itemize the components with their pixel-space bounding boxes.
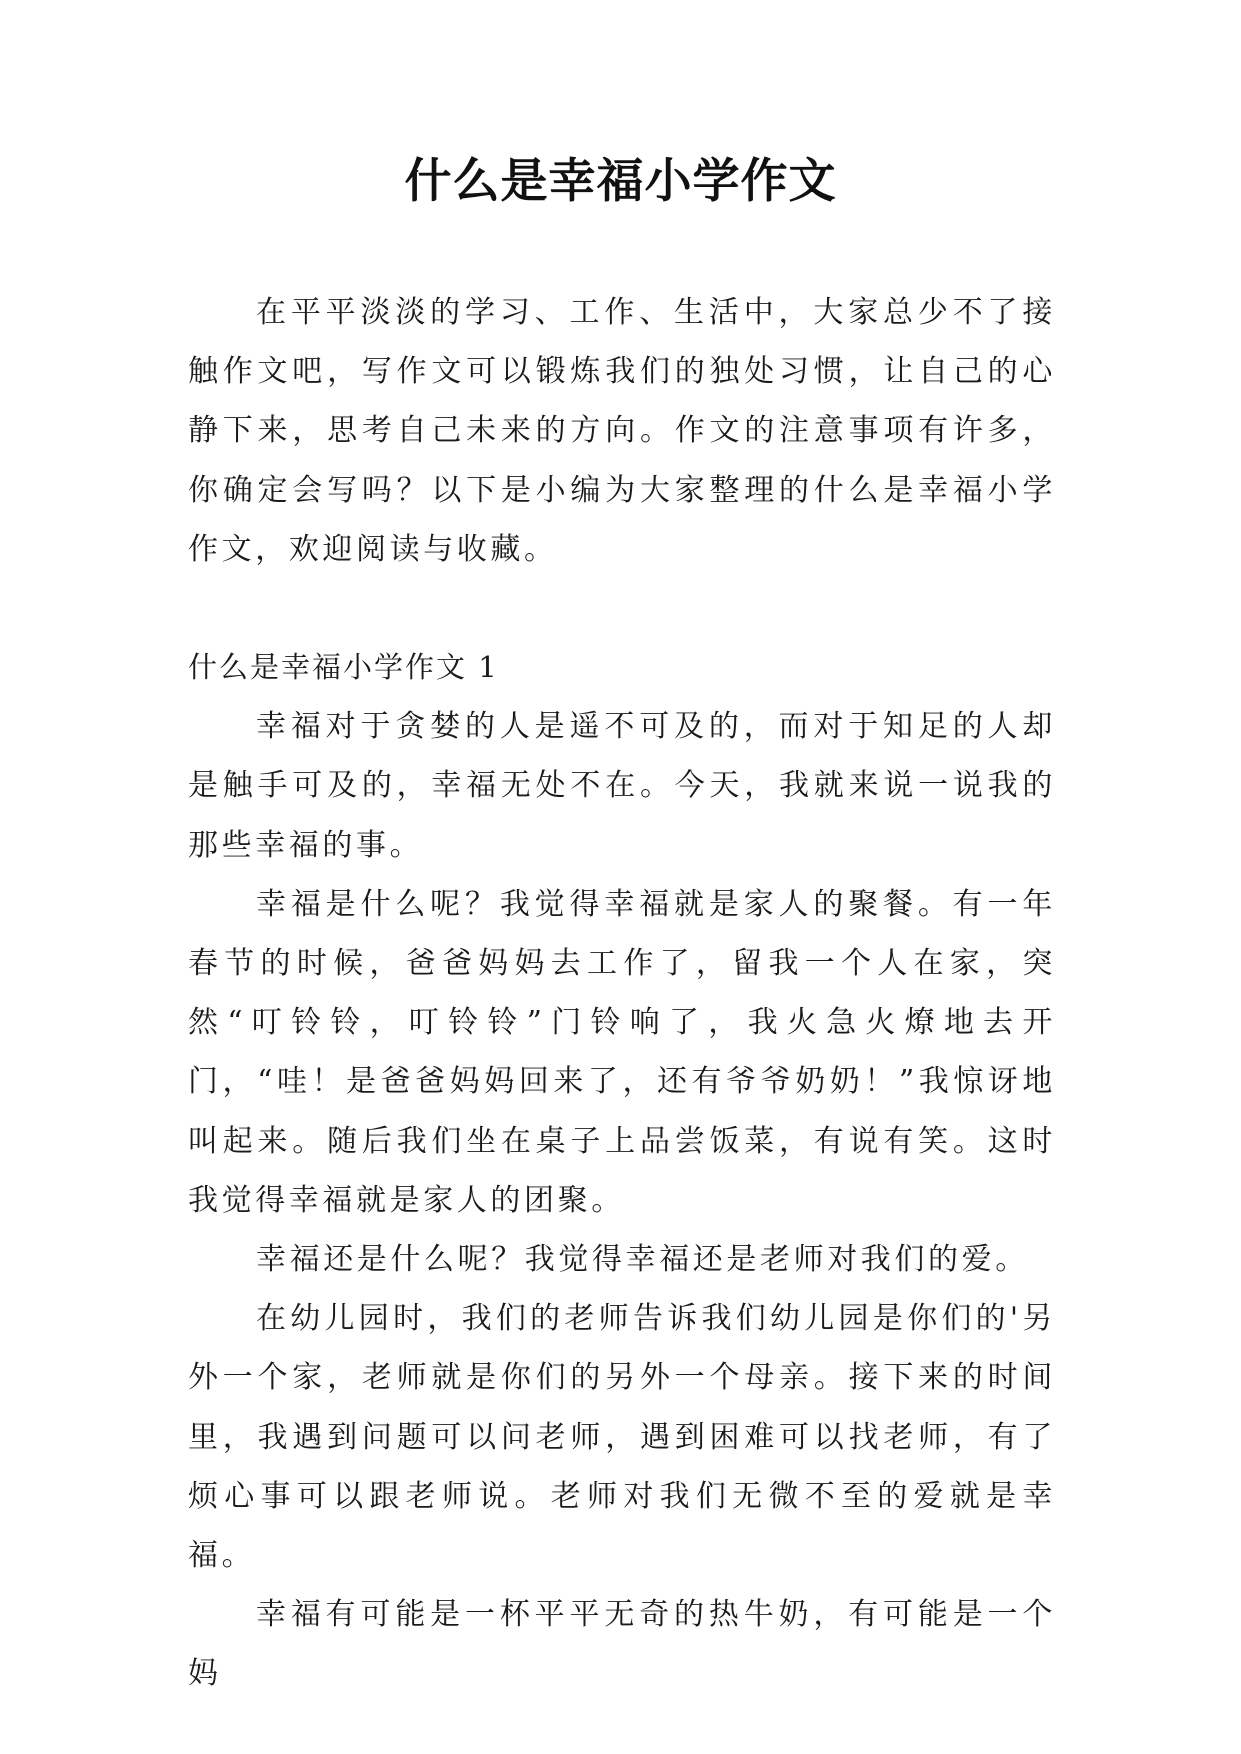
body-paragraph-5: 幸福有可能是一杯平平无奇的热牛奶，有可能是一个妈 — [188, 1597, 1056, 1692]
body-paragraph-3: 幸福还是什么呢？我觉得幸福还是老师对我们的爱。 — [256, 1242, 1029, 1278]
document-body — [188, 283, 1056, 1704]
body-paragraph-2: 幸福是什么呢？我觉得幸福就是家人的聚餐。有一年春节的时候，爸爸妈妈去工作了，留我一个人在家，突然“叮铃铃，叮铃铃”门铃响了，我火急火燎地去开门，“哇！是爸爸妈妈回来了，还有爷爷奶奶！”我惊讶地叫起来。随后我们坐在桌子上品尝饭菜，有说有笑。这时我觉得幸福就是家人的团聚。 — [188, 886, 1056, 1218]
body-paragraph-4: 在幼儿园时，我们的老师告诉我们幼儿园是你们的'另外一个家，老师就是你们的另外一个母亲。接下来的时间里，我遇到问题可以问老师，遇到困难可以找老师，有了烦心事可以跟老师说。老师对我们无微不至的爱就是幸福。 — [188, 1301, 1056, 1574]
body-paragraph-1: 幸福对于贪婪的人是遥不可及的，而对于知足的人却是触手可及的，幸福无处不在。今天，我就来说一说我的那些幸福的事。 — [188, 709, 1056, 863]
document-title: 什么是幸福小学作文 — [404, 154, 837, 209]
section-heading: 什么是幸福小学作文 1 — [188, 650, 499, 685]
intro-paragraph: 在平平淡淡的学习、工作、生活中，大家总少不了接触作文吧，写作文可以锻炼我们的独处习惯，让自己的心静下来，思考自己未来的方向。作文的注意事项有许多，你确定会写吗？以下是小编为大家整理的什么是幸福小学作文，欢迎阅读与收藏。 — [188, 295, 1056, 567]
